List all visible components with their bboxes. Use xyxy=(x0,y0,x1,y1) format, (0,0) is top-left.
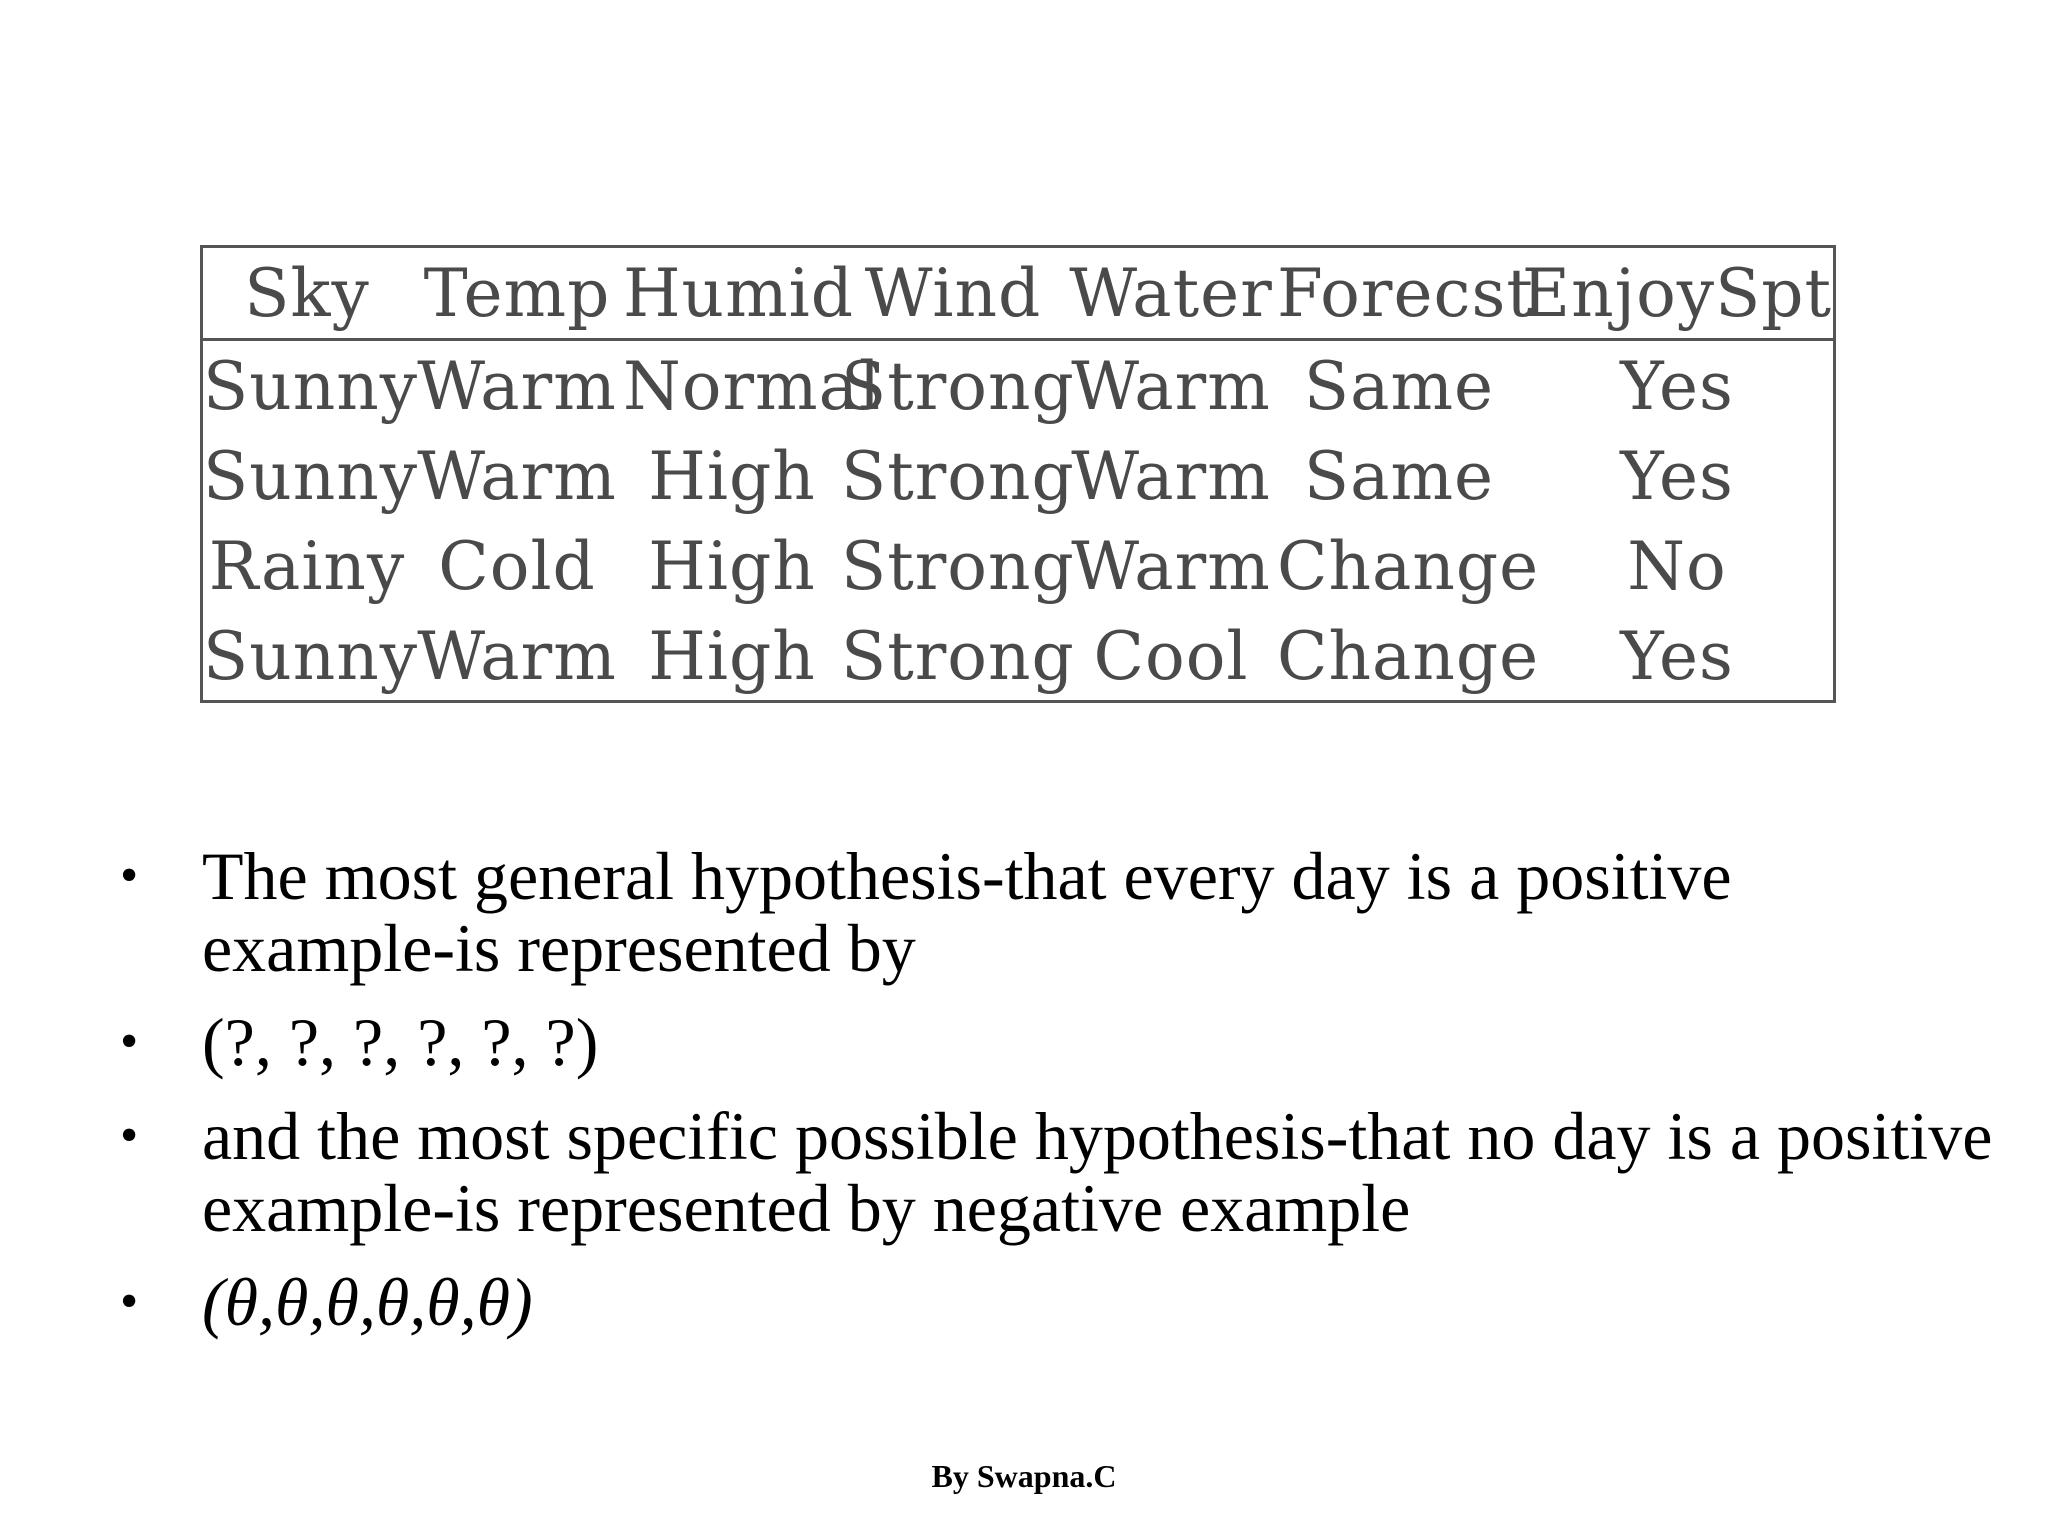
bullet-item xyxy=(120,1100,2000,1244)
bullet-text-general-hypothesis: The most general hypothesis-that every day is a positive example-is represented by xyxy=(202,838,1732,986)
table-cell: Strong xyxy=(841,617,1075,695)
table-cell: Strong xyxy=(841,527,1075,605)
table-cell: Warm xyxy=(1071,437,1271,515)
table-row xyxy=(203,431,1833,521)
table-cell: Warm xyxy=(417,437,617,515)
table-cell: Rainy xyxy=(208,527,406,605)
bullet-item xyxy=(120,1006,2000,1078)
table-cell: Strong xyxy=(841,437,1075,515)
table-cell: Yes xyxy=(1620,617,1734,695)
table-cell: High xyxy=(648,617,816,695)
header-water: Water xyxy=(1065,248,1277,340)
bullet-text-general-tuple: (?, ?, ?, ?, ?, ?) xyxy=(202,1004,599,1080)
table-cell: High xyxy=(648,437,816,515)
bullet-icon: • xyxy=(120,1013,139,1070)
header-enjoyspt: EnjoySpt xyxy=(1521,248,1833,340)
table-cell: Warm xyxy=(1071,527,1271,605)
table-cell: Same xyxy=(1303,347,1495,425)
bullet-icon: • xyxy=(120,1107,139,1164)
table-cell: High xyxy=(648,527,816,605)
training-examples-table xyxy=(200,245,1836,703)
bullet-list xyxy=(120,840,2000,1360)
table-cell: Warm xyxy=(417,347,617,425)
author-footer: By Swapna.C xyxy=(931,1458,1117,1494)
table-cell: Cold xyxy=(438,527,596,605)
table-cell: Cool xyxy=(1093,617,1249,695)
table-cell: Normal xyxy=(623,347,882,425)
table-row xyxy=(203,611,1833,701)
table-row xyxy=(203,521,1833,611)
table-cell: Sunny xyxy=(203,347,419,425)
table-cell: No xyxy=(1627,527,1727,605)
table-cell: Warm xyxy=(417,617,617,695)
table-cell: Sunny xyxy=(203,437,419,515)
table-cell: Strong xyxy=(841,347,1075,425)
header-forecst: Forecst xyxy=(1277,248,1521,340)
bullet-icon: • xyxy=(120,1273,139,1330)
bullet-item xyxy=(120,840,2000,984)
table-cell: Change xyxy=(1277,527,1540,605)
header-wind: Wind xyxy=(841,248,1065,340)
data-table xyxy=(203,248,1833,701)
bullet-text-specific-tuple: (θ,θ,θ,θ,θ,θ) xyxy=(202,1264,533,1340)
table-cell: Warm xyxy=(1071,347,1271,425)
table-cell: Same xyxy=(1303,437,1495,515)
table-header-row xyxy=(203,248,1833,340)
table-cell: Sunny xyxy=(203,617,419,695)
table-cell: Yes xyxy=(1620,437,1734,515)
bullet-text-specific-hypothesis: and the most specific possible hypothesis-that no day is a positive example-is represented by negative example xyxy=(202,1098,1993,1246)
table-row xyxy=(203,340,1833,432)
header-sky: Sky xyxy=(203,248,411,340)
table-cell: Yes xyxy=(1620,347,1734,425)
bullet-icon: • xyxy=(120,847,139,904)
header-temp: Temp xyxy=(411,248,623,340)
table-cell: Change xyxy=(1277,617,1540,695)
bullet-item xyxy=(120,1266,2000,1338)
header-humid: Humid xyxy=(623,248,841,340)
